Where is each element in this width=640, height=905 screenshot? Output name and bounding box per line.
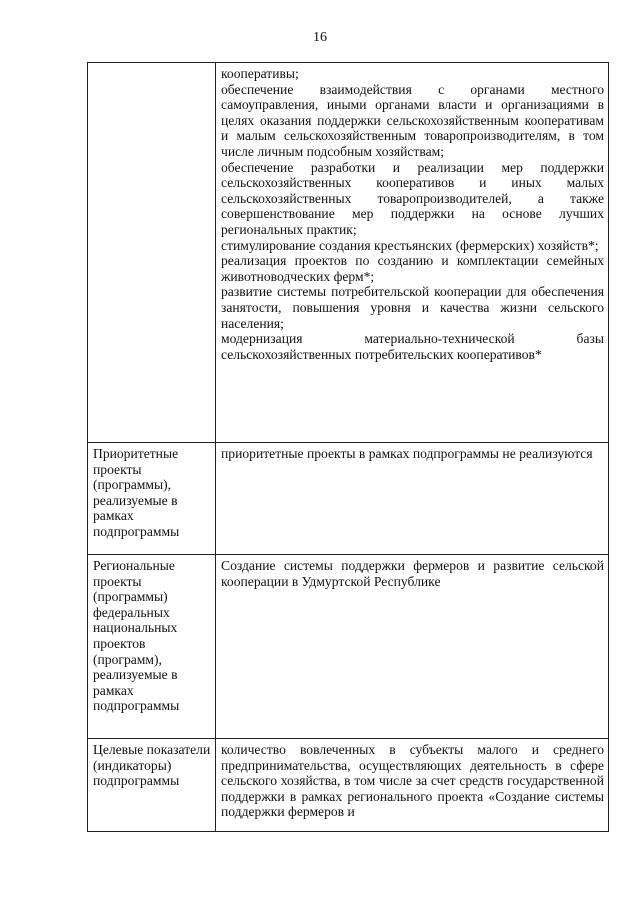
row-label-regional-projects: Региональные проекты (программы) федеральных национальных проектов (программ), реализуемые в рамках подпрограммы [88,555,216,739]
row-label-priority-projects: Приоритетные проекты (программы), реализуемые в рамках подпрограммы [88,443,216,555]
content-paragraph: обеспечение разработки и реализации мер поддержки сельскохозяйственных кооперативов и иных малых сельскохозяйственных товаропроизводителей, а также совершенствование мер поддержки на основе лучших региональных практик; [221,159,604,237]
content-paragraph: развитие системы потребительской кооперации для обеспечения занятости, повышения уровня и качества жизни сельского населения; [221,284,604,331]
table-row [88,63,609,443]
row-content-priority-projects: приоритетные проекты в рамках подпрограммы не реализуются [216,443,609,555]
content-paragraph: реализация проектов по созданию и комплектации семейных животноводческих ферм*; [221,253,604,284]
table-row [88,555,609,739]
row-content-text [221,66,604,362]
table-row [88,739,609,832]
row-label-target-indicators: Целевые показатели (индикаторы) подпрограммы [88,739,216,832]
row-content-regional-projects: Создание системы поддержки фермеров и развитие сельской кооперации в Удмуртской Республике [216,555,609,739]
row-content-continued [216,63,609,443]
content-paragraph: обеспечение взаимодействия с органами местного самоуправления, иными органами власти и организациями в целях оказания поддержки сельскохозяйственным кооперативам и малым сельскохозяйственным товаропроизводителям, в том числе личным подсобным хозяйствам; [221,81,604,159]
row-content-target-indicators: количество вовлеченных в субъекты малого и среднего предпринимательства, осуществляющих деятельность в сфере сельского хозяйства, в том числе за счет средств государственной поддержки в рамках регионального проекта «Создание системы поддержки фермеров и [216,739,609,832]
table-row [88,443,609,555]
content-paragraph: кооперативы; [221,66,299,81]
content-paragraph: стимулирование создания крестьянских (фермерских) хозяйств*; [221,237,599,253]
content-paragraph: модернизация материально-технической базы сельскохозяйственных потребительских кооперативов* [221,331,604,362]
subprogram-passport-table [87,62,609,832]
page-number: 16 [313,30,327,45]
row-label [88,63,216,443]
